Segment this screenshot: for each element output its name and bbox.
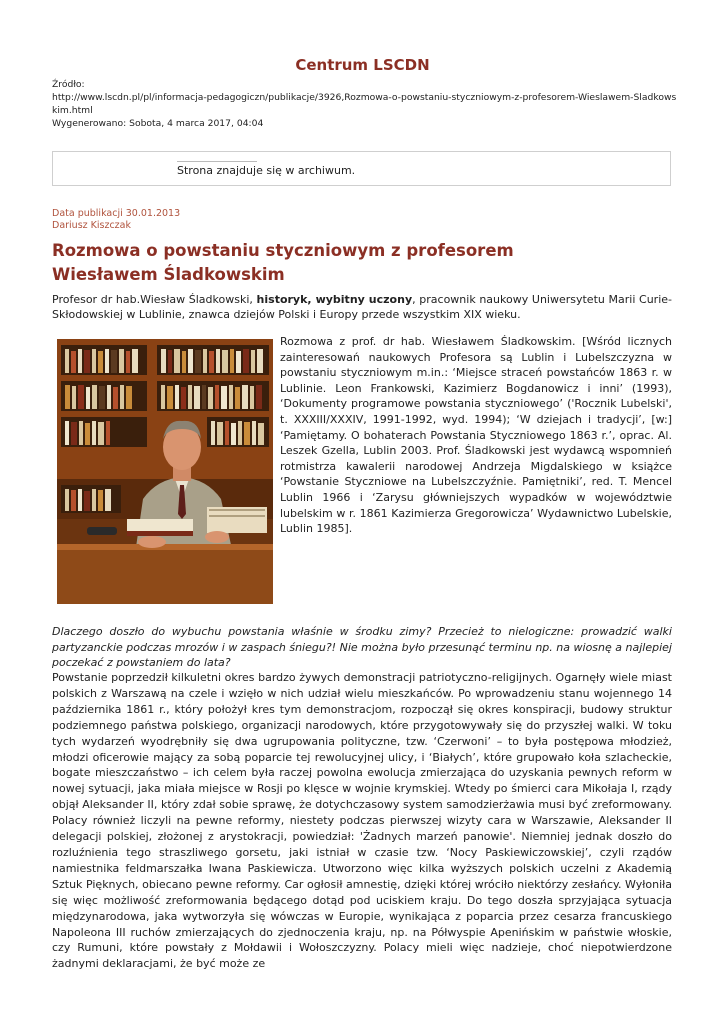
lead-text-start: Profesor dr hab.Wiesław Śladkowski, — [52, 293, 257, 306]
interview-question: Dlaczego doszło do wybuchu powstania właśnie w środku zimy? Przecież to nielogiczne: prowadzić walki partyzanckie podczas mrozów i w zaspach śniegu?! Nie można było przesunąć terminu np. na wiosnę a najlepiej poczekać z powstaniem do lata? — [52, 625, 672, 670]
interview-answer: Powstanie poprzedził kilkuletni okres bardzo żywych demonstracji patriotyczno-religijnych. Ogarnęły wiele miast polskich z Warszawą na czele i wzięło w nich udział wielu mieszkańców. Po wprowadzeniu stanu wojennego 14 października 1861 r., który położył kres tym demonstracjom, rozpoczął się okres konspiracji, budowy struktur podziemnego państwa polskiego, organizacji narodowych, które przygotowywały się do przyszłej walki. W toku tych wydarzeń wyodrębniły się dwa ugrupowania polityczne, tzw. ‘Czerwoni’ – to była postępowa młodzież, młodzi oficerowie mający za sobą poparcie tej rewolucyjnej ulicy, i ‘Białych’, które grupowało koła szlacheckie, bogate mieszczaństwo – ich celem była raczej powolna ewolucja zmierzająca do uzyskania pewnych reform w nowej sytuacji, jaka miała miejsce w Rosji po klęsce w wojnie krymskiej. Wtedy po śmierci cara Mikołaja I, rządy objął Aleksander II, który zdał sobie sprawę, że dotychczasowy system samodzierżawia musi być zreformowany. Polacy również liczyli na pewne reformy, niestety podczas pierwszej wizyty cara w Warszawie, Aleksander II delegacji polskiej, złożonej z arystokracji, powiedział: 'Żadnych marzeń panowie'. Niemniej jednak doszło do rozluźnienia tego straszliwego gorsetu, jaki istniał w czasie tzw. ‘Nocy Paskiewiczowskiej’, czyli rządów namiestnika feldmarszałka Iwana Paskiewicza. Utworzono więc kilka wyższych polskich uczelni z Akademią Sztuk Pięknych, obiecano pewne reformy. Car ogłosił amnestię, dzięki której wróciło niektórzy zesłańcy. Wyłoniła się więc możliwość zreformowania będącego dotąd pod uciskiem kraju. Do tego doszła sprzyjająca sytuacja międzynarodowa, jaka wytworzyła się wówczas w Europie, wynikająca z poparcia przez cesarza francuskiego Napoleona III ruchów zmierzających do zjednoczenia kraju, np. na Półwyspie Apenińskim w państwie włoskie, czy Rumuni, które powstały z Mołdawii i Wołoszczyzny. Polacy mieli więc nadzieje, choć niepotwierdzone żadnymi deklaracjami, że być może ze — [52, 671, 672, 971]
professor-photo — [57, 339, 273, 604]
generated-date: Wygenerowano: Sobota, 4 marca 2017, 04:04 — [52, 118, 264, 129]
publication-date: Data publikacji 30.01.2013 — [52, 208, 181, 219]
source-url-line2[interactable]: kim.html — [52, 105, 93, 116]
article-lead — [52, 293, 672, 322]
archive-notice: Strona znajduje się w archiwum. — [177, 164, 356, 177]
site-title: Centrum LSCDN — [295, 56, 430, 74]
source-label: Źródło: — [52, 79, 85, 90]
source-url-line1[interactable]: http://www.lscdn.pl/pl/informacja-pedagogiczn/publikacje/3926,Rozmowa-o-powstaniu-styczniowym-z-profesorem-Wieslawem-Sladkows — [52, 92, 677, 103]
article-title: Rozmowa o powstaniu styczniowym z profesorem Wiesławem Śladkowskim — [52, 241, 514, 284]
publication-info — [52, 208, 180, 232]
lead-text-end: , pracownik naukowy Uniwersytetu Marii Curie-Skłodowskiej w Lublinie, znawca dziejów Polski i Europy przede wszystkim XIX wieku. — [52, 293, 672, 321]
archive-divider — [177, 161, 257, 162]
article-author: Dariusz Kiszczak — [52, 220, 131, 231]
source-meta — [52, 78, 677, 130]
lead-text-bold: historyk, wybitny uczony — [256, 293, 413, 306]
archive-notice-box — [52, 151, 671, 186]
article-intro: Rozmowa z prof. dr hab. Wiesławem Śladkowskim. [Wśród licznych zainteresowań naukowych Profesora są Lublin i Lubelszczyzna w powstaniu styczniowym m.in.: ‘Miejsce straceń powstańców 1863 r. w Lublinie. Leon Frankowski, Kazimierz Bogdanowicz i inni’ (1993), ‘Dokumenty programowe powstania styczniowego’ ('Rocznik Lubelski', t. XXXIII/XXXIV, 1991-1992, wyd. 1994); ‘W dziejach i tradycji’, [w:] ‘Pamiętamy. O bohaterach Powstania Styczniowego 1863 r.’, oprac. Al. Leszek Gzella, Lublin 2003. Prof. Śladkowski jest wydawcą wspomnień rotmistrza kawalerii narodowej Andrzeja Migdalskiego w książce ‘Powstanie Styczniowe na Lubelszczyźnie. Pamiętniki’, red. T. Mencel Lublin 1966 i ‘Zarysu główniejszych wypadków w województwie lubelskim w r. 1861 Kazimierza Gregorowicza’ Wydawnictwo Lubelskie, Lublin 1985]. — [280, 335, 672, 536]
